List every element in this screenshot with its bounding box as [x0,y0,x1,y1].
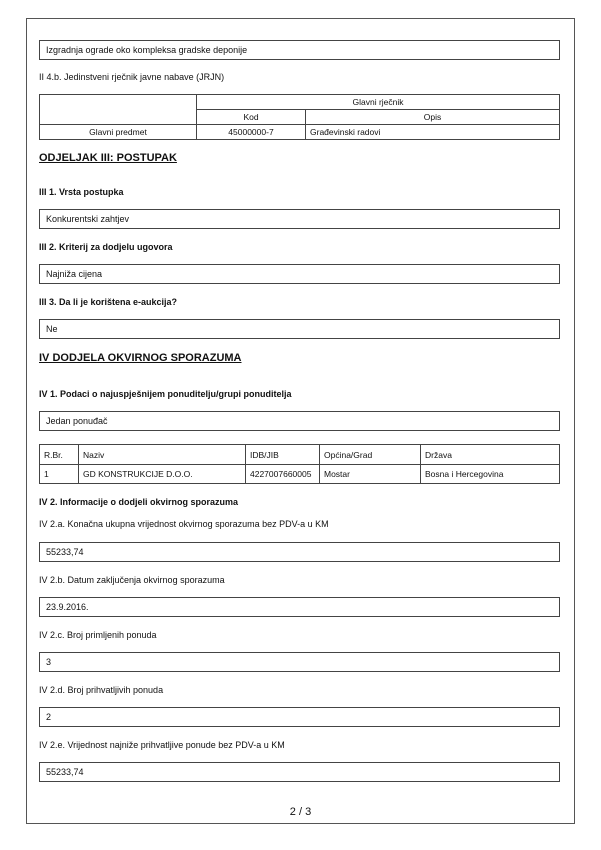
jrjn-row-label: Glavni predmet [40,125,197,140]
s4-q2a-value: 55233,74 [39,542,560,562]
s4-q2b-value: 23.9.2016. [39,597,560,617]
jrjn-table [39,94,560,140]
bidders-table [39,444,560,484]
jrjn-group-header: Glavni rječnik [197,95,560,110]
jrjn-col-kod: Kod [197,110,306,125]
page-number: 2 / 3 [289,806,312,818]
s4-q1-label: IV 1. Podaci o najuspješnijem ponuditelju/grupi ponuditelja [39,389,292,399]
bidder-rbr: 1 [40,465,79,484]
s4-q2b-label: IV 2.b. Datum zaključenja okvirnog sporazuma [39,575,225,585]
bidders-header-idb: IDB/JIB [246,445,320,465]
s3-q1-label: III 1. Vrsta postupka [39,187,124,197]
s3-q2-label: III 2. Kriterij za dodjelu ugovora [39,242,173,252]
subject-box: Izgradnja ograde oko kompleksa gradske deponije [39,40,560,60]
s3-q3-label: III 3. Da li je korištena e-aukcija? [39,297,178,307]
s4-q2-label: IV 2. Informacije o dodjeli okvirnog sporazuma [39,497,239,507]
s4-q1-value: Jedan ponuđač [39,411,560,431]
bidders-header-opcina: Općina/Grad [320,445,421,465]
section3-title: ODJELJAK III: POSTUPAK [39,152,177,164]
jrjn-row-kod: 45000000-7 [197,125,306,140]
bidder-idb: 4227007660005 [246,465,320,484]
s4-q2c-value: 3 [39,652,560,672]
bidder-naziv: GD KONSTRUKCIJE D.O.O. [79,465,246,484]
s3-q3-value: Ne [39,319,560,339]
s4-q2d-label: IV 2.d. Broj prihvatljivih ponuda [39,685,164,695]
bidders-header-drzava: Država [421,445,560,465]
jrjn-label: II 4.b. Jedinstveni rječnik javne nabave (JRJN) [39,72,225,82]
s4-q2e-value: 55233,74 [39,762,560,782]
table-row [40,465,560,484]
jrjn-row-opis: Građevinski radovi [306,125,560,140]
bidders-header-rbr: R.Br. [40,445,79,465]
jrjn-empty-cell [40,95,197,125]
bidders-header-naziv: Naziv [79,445,246,465]
s4-q2a-label: IV 2.a. Konačna ukupna vrijednost okvirnog sporazuma bez PDV-a u KM [39,519,329,529]
s3-q2-value: Najniža cijena [39,264,560,284]
bidder-drzava: Bosna i Hercegovina [421,465,560,484]
s4-q2d-value: 2 [39,707,560,727]
jrjn-col-opis: Opis [306,110,560,125]
s4-q2c-label: IV 2.c. Broj primljenih ponuda [39,630,157,640]
s4-q2e-label: IV 2.e. Vrijednost najniže prihvatljive ponude bez PDV-a u KM [39,740,285,750]
section4-title: IV DODJELA OKVIRNOG SPORAZUMA [39,352,242,364]
s3-q1-value: Konkurentski zahtjev [39,209,560,229]
bidder-opcina: Mostar [320,465,421,484]
